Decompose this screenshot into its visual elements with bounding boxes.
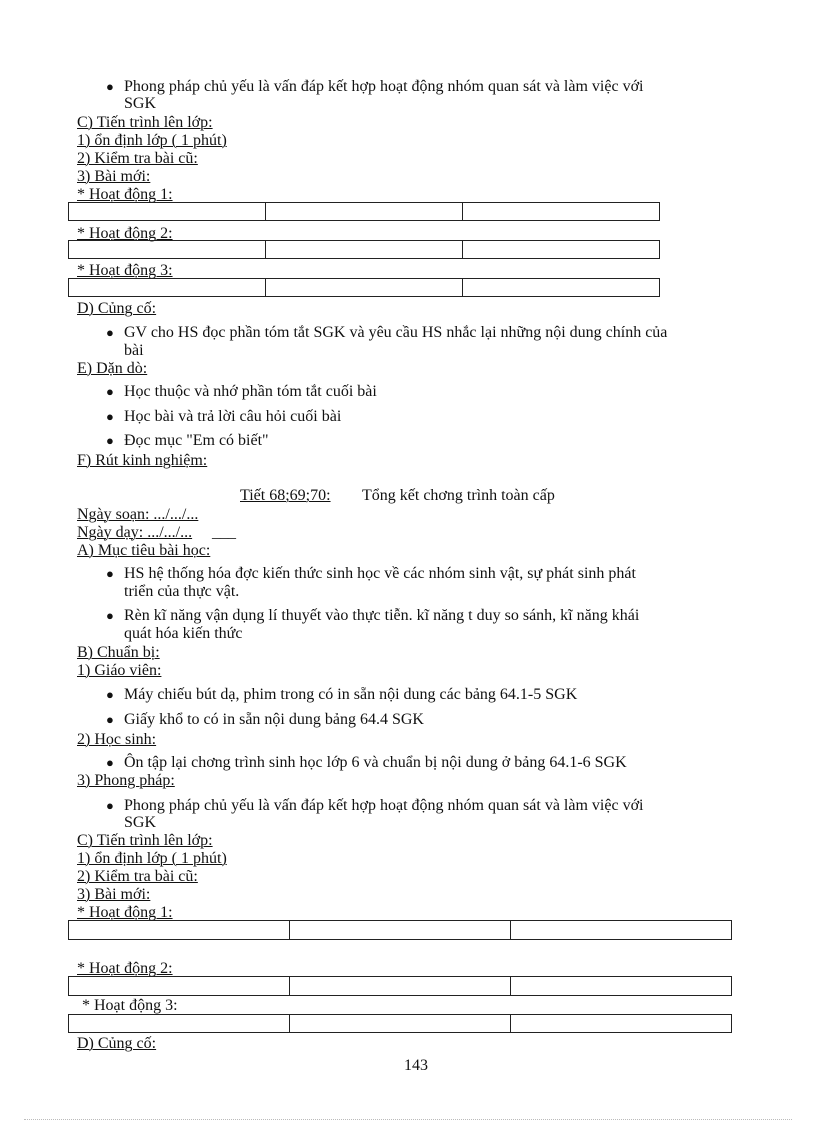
table-cell (463, 241, 659, 258)
table-cell (69, 1015, 290, 1032)
consolidation-heading: D) Củng cố: (77, 300, 157, 317)
step-3: 3) Bài mới: (77, 886, 151, 903)
page-bottom-border (24, 1119, 792, 1120)
preparation-heading: B) Chuẩn bị: (77, 644, 160, 661)
page-number: 143 (404, 1057, 428, 1074)
lesson-title: Tổng kết chơng trình toàn cấp (362, 487, 555, 504)
table-cell (69, 241, 266, 258)
prep-date: Ngày soạn: .../.../... (77, 506, 199, 523)
blank-line: ___ (212, 524, 236, 541)
objective-2-line2: quát hóa kiến thức (124, 625, 243, 642)
homework-item: Học bài và trả lời câu hỏi cuối bài (124, 408, 342, 425)
bullet: ● (106, 79, 114, 94)
objective-1-line2: triển của thực vật. (124, 583, 240, 600)
bullet: ● (106, 755, 114, 770)
objective-2-line1: Rèn kĩ năng vận dụng lí thuyết vào thực tiễn. kĩ năng t duy so sánh, kĩ năng khái (124, 607, 640, 624)
consolidation-heading: D) Củng cố: (77, 1035, 157, 1052)
activity-3-label: * Hoạt động 3: (82, 997, 178, 1014)
table-cell (290, 1015, 511, 1032)
activity-2-label: * Hoạt động 2: (77, 960, 173, 977)
table-cell (290, 921, 511, 939)
step-3: 3) Bài mới: (77, 168, 151, 185)
bullet: ● (106, 384, 114, 399)
progress-heading: C) Tiến trình lên lớp: (77, 114, 213, 131)
objective-1-line1: HS hệ thống hóa đợc kiến thức sinh học về các nhóm sinh vật, sự phát sinh phát (124, 565, 636, 582)
teacher-item: Giấy khổ to có in sẵn nội dung bảng 64.4 SGK (124, 711, 424, 728)
progress-heading: C) Tiến trình lên lớp: (77, 832, 213, 849)
student-item: Ôn tập lại chơng trình sinh học lớp 6 và chuẩn bị nội dung ở bảng 64.1-6 SGK (124, 754, 627, 771)
activity-1-label: * Hoạt động 1: (77, 904, 173, 921)
bullet: ● (106, 608, 114, 623)
activity-1-label: * Hoạt động 1: (77, 186, 173, 203)
bullet: ● (106, 798, 114, 813)
step-1: 1) ổn định lớp ( 1 phút) (77, 850, 227, 867)
homework-heading: E) Dặn dò: (77, 360, 148, 377)
activity-2-label: * Hoạt động 2: (77, 225, 173, 242)
activity-1-table (68, 202, 660, 221)
table-cell (69, 921, 290, 939)
bullet: ● (106, 687, 114, 702)
bullet: ● (106, 566, 114, 581)
consolidation-bullet-line1: GV cho HS đọc phần tóm tắt SGK và yêu cầu HS nhắc lại những nội dung chính của (124, 324, 668, 341)
step-1: 1) ổn định lớp ( 1 phút) (77, 132, 227, 149)
table-cell (511, 1015, 731, 1032)
method-bullet-line1: Phong pháp chủ yếu là vấn đáp kết hợp hoạt động nhóm quan sát và làm việc với (124, 78, 644, 95)
table-cell (69, 279, 266, 296)
table-cell (266, 241, 463, 258)
experience-heading: F) Rút kinh nghiệm: (77, 452, 208, 469)
activity-2-table (68, 240, 660, 259)
method-bullet-line1: Phong pháp chủ yếu là vấn đáp kết hợp hoạt động nhóm quan sát và làm việc với (124, 797, 644, 814)
method-bullet-line2: SGK (124, 814, 157, 831)
teacher-heading: 1) Giáo viên: (77, 662, 162, 679)
table-cell (511, 977, 731, 995)
teach-date: Ngày dạy: .../.../... (77, 524, 193, 541)
activity-3-table (68, 278, 660, 297)
table-cell (511, 921, 731, 939)
method-heading: 3) Phong pháp: (77, 772, 175, 789)
step-2: 2) Kiểm tra bài cũ: (77, 150, 198, 167)
activity-2-table (68, 976, 732, 996)
table-cell (266, 203, 463, 220)
activity-3-table (68, 1014, 732, 1033)
step-2: 2) Kiểm tra bài cũ: (77, 868, 198, 885)
homework-item: Đọc mục "Em có biết" (124, 432, 269, 449)
activity-3-label: * Hoạt động 3: (77, 262, 173, 279)
table-cell (69, 977, 290, 995)
table-cell (463, 279, 659, 296)
table-cell (463, 203, 659, 220)
bullet: ● (106, 433, 114, 448)
bullet: ● (106, 712, 114, 727)
bullet: ● (106, 409, 114, 424)
bullet: ● (106, 325, 114, 340)
table-cell (290, 977, 511, 995)
student-heading: 2) Học sinh: (77, 731, 157, 748)
table-cell (69, 203, 266, 220)
lesson-title-label: Tiết 68;69;70: (240, 487, 331, 504)
objectives-heading: A) Mục tiêu bài học: (77, 542, 211, 559)
teacher-item: Máy chiếu bút dạ, phim trong có in sẵn nội dung các bảng 64.1-5 SGK (124, 686, 578, 703)
table-cell (266, 279, 463, 296)
activity-1-table (68, 920, 732, 940)
homework-item: Học thuộc và nhớ phần tóm tắt cuối bài (124, 383, 377, 400)
consolidation-bullet-line2: bài (124, 342, 144, 359)
method-bullet-line2: SGK (124, 95, 157, 112)
